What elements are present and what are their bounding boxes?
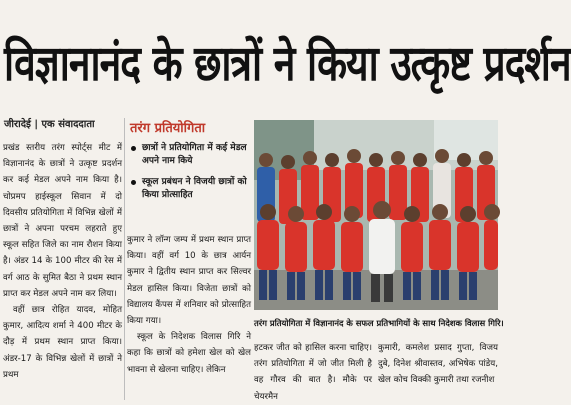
article-column-1 — [3, 140, 122, 400]
highlight-text: छात्रों ने प्रतियोगिता में कई मेडल अपने नाम किये — [142, 143, 247, 166]
article-column-3 — [254, 340, 372, 400]
team-photo-illustration — [254, 120, 498, 310]
bullet-icon — [131, 180, 136, 185]
article-paragraph: कुमार ने लॉन्ग जम्प में प्रथम स्थान प्राप्त किया। वहीं वर्ग 10 के छात्र आर्यन कुमार ने द्वितीय स्थान प्राप्त कर सिल्वर मेडल हासिल किया। विजेता छात्रों को विद्यालय कैंपस में शनिवार को प्रोत्साहित किया गया। — [127, 235, 251, 327]
highlights-list — [130, 142, 252, 224]
team-photo — [254, 120, 498, 310]
article-paragraph: स्कूल के निदेशक विलास गिरि ने कहा कि छात्रों को हमेशा खेल को खेल भावना से खेलना चाहिए। लेकिन — [127, 332, 251, 375]
photo-caption: तरंग प्रतियोगिता में विज्ञानानंद के सफल प्रतिभागियों के साथ निदेशक विलास गिरि। — [254, 318, 504, 328]
article-paragraph: हटकर जीत को हासिल करना चाहिए। तरंग प्रतियोगिता में जो जीत मिली है वह गौरव की बात है। मौके पर चेयरमैन — [254, 343, 372, 402]
article-column-2 — [127, 232, 251, 400]
dateline: जीरादेई | एक संवाददाता — [4, 119, 95, 130]
front-row-students — [257, 201, 500, 302]
column-divider — [124, 118, 125, 400]
highlight-item — [130, 176, 252, 202]
bullet-icon — [131, 146, 136, 151]
article-paragraph: प्रखंड स्तरीय तरंग स्पोर्ट्स मीट में विज्ञानानंद के छात्रों ने उत्कृष्ट प्रदर्शन कर कई मेडल अपने नाम किया है। चोप्रमप हाईस्कूल सिवान में दो दिवसीय प्रतियोगिता में विभिन्न खेलों में छात्रों ने अपना परचम लहराते हुए स्कूल सहित जिले का नाम रौशन किया है। अंडर 14 के 100 मीटर की रेस में वर्ग आठ के सुमित बैठा ने प्रथम स्थान प्राप्त कर मेडल अपने नाम कर लिया। — [3, 143, 122, 299]
article-paragraph: वहीं छात्र रोहित यादव, मोहित कुमार, आदित्य शर्मा ने 400 मीटर के दौड़ में प्रथम स्थान प्राप्त किया। अंडर-17 के विभिन्न खेलों में छात्रों ने प्रथम — [3, 305, 122, 380]
article-paragraph: कुमारी, कमलेश प्रसाद गुप्ता, विजय दुबे, दिनेश श्रीवास्तव, अभिषेक पांडेय, खेल कोच विक्की कुमारी तथा रजनीश — [378, 343, 498, 386]
highlight-text: स्कूल प्रबंधन ने विजयी छात्रों को किया प्रोत्साहित — [142, 177, 247, 200]
highlight-item — [130, 142, 252, 168]
headline: विज्ञानानंद के छात्रों ने किया उत्कृष्ट प्रदर्शन — [4, 36, 571, 93]
highlight-box-title: तरंग प्रतियोगिता — [130, 121, 206, 136]
article-column-4 — [378, 340, 498, 400]
